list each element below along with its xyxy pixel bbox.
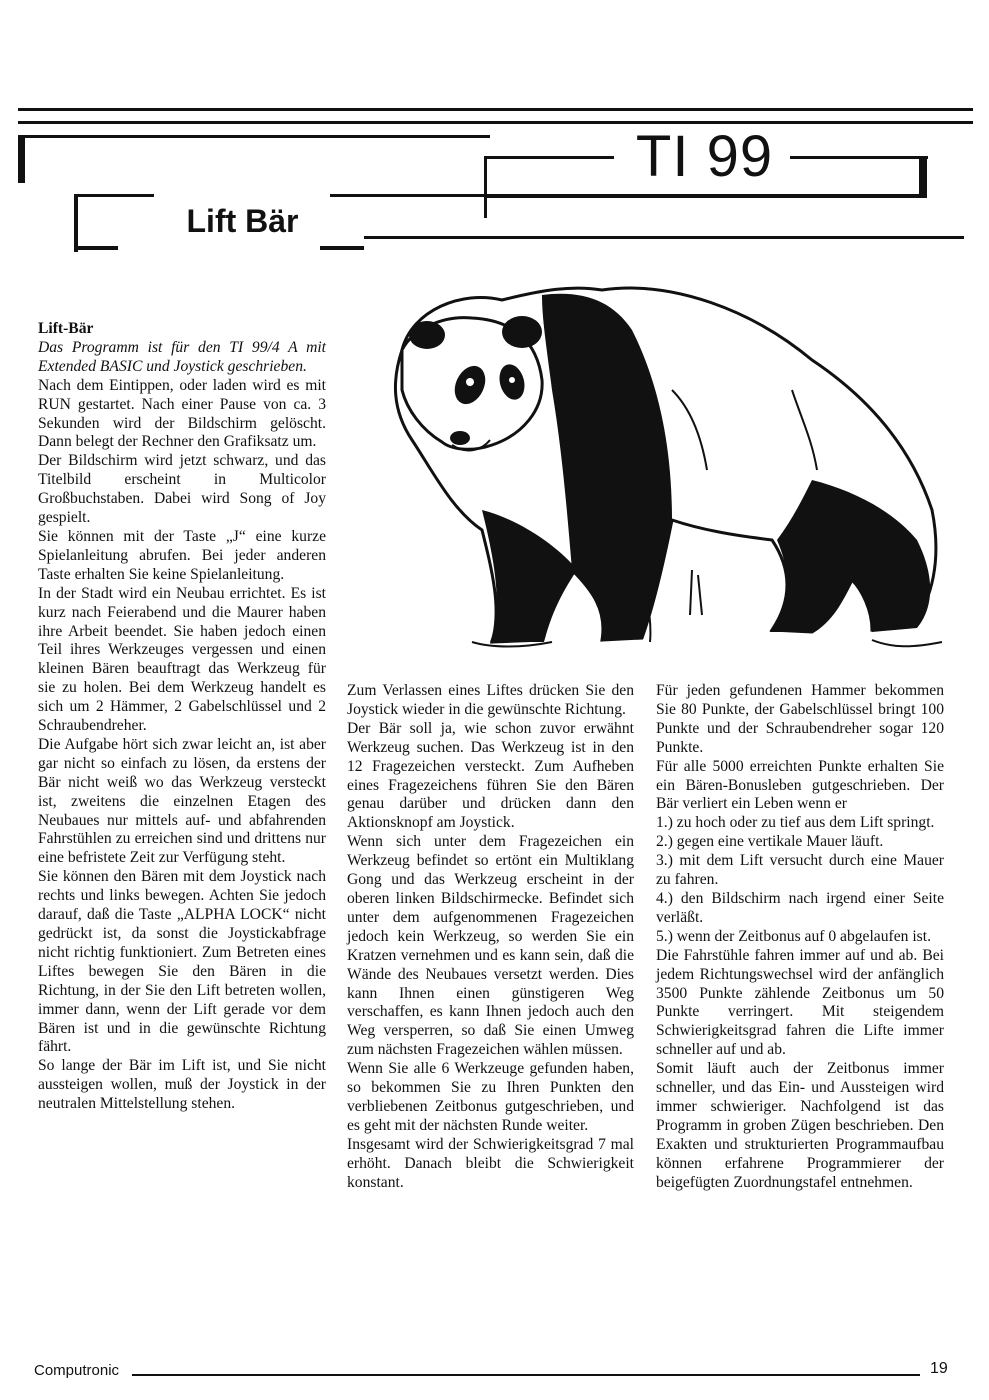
page-number: 19 <box>930 1360 948 1377</box>
paragraph: Somit läuft auch der Zeitbonus immer schneller, und das Ein- und Aussteigen wird immer schwieriger. Nachfolgend ist das Programm in groben Zügen beschrieben. Den Exakten und strukturierten Programmaufbau können erfahrene Programmierer der beigefügten Zuordnungstafel entnehmen. <box>656 1060 944 1191</box>
paragraph: Zum Verlassen eines Liftes drücken Sie den Joystick wieder in die gewünschte Richtung. <box>347 682 634 718</box>
paragraph: Wenn Sie alle 6 Werkzeuge gefunden haben, so bekommen Sie zu Ihren Punkten den verbliebenen Zeitbonus gutgeschrieben, und es geht mit der nächsten Runde weiter. <box>347 1060 634 1134</box>
title-box-top-left <box>74 194 154 197</box>
column-2 <box>347 682 634 1192</box>
paragraph: Insgesamt wird der Schwierigkeitsgrad 7 mal erhöht. Danach bleibt die Schwierigkeit konstant. <box>347 1135 634 1191</box>
top-rule-2 <box>18 121 973 124</box>
paragraph: Sie können mit der Taste „J“ eine kurze Spielanleitung abrufen. Bei jeder anderen Taste erhalten Sie keine Spielanleitung. <box>38 527 326 583</box>
list-item: 2.) gegen eine vertikale Mauer läuft. <box>656 833 884 851</box>
ti-box-bottom <box>484 194 927 198</box>
panda-bear-illustration <box>372 270 962 670</box>
list-item: 3.) mit dem Lift versucht durch eine Mauer zu fahren. <box>656 852 944 889</box>
paragraph: Die Fahrstühle fahren immer auf und ab. Bei jedem Richtungswechsel wird der anfänglich 3500 Punkte zählende Zeitbonus um 50 Punkte verringert. Mit steigendem Schwierigkeitsgrad fahren die Lifte immer schneller auf und ab. <box>656 946 944 1059</box>
system-label: TI 99 <box>635 124 774 189</box>
title-box-top-right <box>330 194 488 197</box>
article-intro: Das Programm ist für den TI 99/4 A mit Extended BASIC und Joystick geschrieben. <box>38 338 326 375</box>
title-box-bottom-right-seg <box>320 246 364 250</box>
paragraph: So lange der Bär im Lift ist, und Sie nicht aussteigen wollen, muß der Joystick in der neutralen Mittelstellung stehen. <box>38 1057 326 1113</box>
paragraph: Die Aufgabe hört sich zwar leicht an, ist aber gar nicht so einfach zu lösen, da erstens der Bär nicht weiß wo das Werkzeug versteckt ist, zweitens die einzelnen Etagen des Neubaues nur mittels auf- und abfahrenden Fahrstühlen zu erreichen sind und drittens nur eine befristete Zeit zur Verfügung steht. <box>38 735 326 867</box>
ti-box-top-right <box>790 156 928 159</box>
list-item: 1.) zu hoch oder zu tief aus dem Lift springt. <box>656 814 935 832</box>
paragraph: Für jeden gefundenen Hammer bekommen Sie 80 Punkte, der Gabelschlüssel bringt 100 Punkte und der Schraubendreher sogar 120 Punkte. <box>656 682 944 756</box>
paragraph: Nach dem Eintippen, oder laden wird es mit RUN gestartet. Nach einer Pause von ca. 3 Sekunden wird der Bildschirm gelöscht. Dann belegt der Rechner den Grafiksatz um. <box>38 376 326 451</box>
paragraph: Wenn sich unter dem Fragezeichen ein Werkzeug befindet so ertönt ein Multiklang Gong und das Werkzeug erscheint in der oberen linken Bildschirmecke. Befindet sich unter dem aufgenommenen Fragezeichen jedoch kein Werkzeug, so werden Sie ein Kratzen vernehmen und es kann sein, daß die Wände des Neubaues versetzt werden. Dies kann Ihnen einen günstigeren Weg verschaffen, es kann Ihnen jedoch auch den Weg versperren, so daß Sie einen Umweg zum nächsten Fragezeichen wählen müssen. <box>347 833 634 1059</box>
left-bracket-top <box>18 135 490 138</box>
left-bracket <box>18 135 25 183</box>
article-title: Lift Bär <box>186 203 299 239</box>
article-heading: Lift-Bär <box>38 320 94 337</box>
ti-box-top-left <box>484 156 614 159</box>
paragraph: Der Bildschirm wird jetzt schwarz, und das Titelbild erscheint in Multicolor Großbuchstaben. Dabei wird Song of Joy gespielt. <box>38 452 326 527</box>
title-box-bottom-left <box>74 246 118 250</box>
paragraph: Für alle 5000 erreichten Punkte erhalten Sie ein Bären-Bonusleben gutgeschrieben. Der Bär verliert ein Leben wenn er <box>656 757 944 813</box>
top-rule-1 <box>18 108 973 111</box>
ti-box-left <box>484 156 487 218</box>
ti-box-right-shadow <box>919 156 927 198</box>
list-item: 4.) den Bildschirm nach irgend einer Seite verläßt. <box>656 889 944 926</box>
paragraph: Sie können den Bären mit dem Joystick nach rechts und links bewegen. Achten Sie jedoch darauf, daß die Taste „ALPHA LOCK“ nicht gedrückt ist, da sonst die Joystickabfrage nicht richtig funktioniert. Zum Betreten eines Liftes bewegen Sie den Bären in die Richtung, in der Sie den Lift betreten wollen, immer dann, wenn der Lift gerade vor dem Bären ist und in die gewünschte Richtung fährt. <box>38 868 326 1056</box>
column-1 <box>38 320 326 1114</box>
list-item: 5.) wenn der Zeitbonus auf 0 abgelaufen ist. <box>656 927 931 945</box>
column-3 <box>656 682 944 1192</box>
title-rule-right <box>364 236 964 239</box>
publisher-name: Computronic <box>34 1362 120 1379</box>
title-box-left <box>74 194 78 252</box>
paragraph: Der Bär soll ja, wie schon zuvor erwähnt Werkzeug suchen. Das Werkzeug ist in den 12 Fragezeichen versteckt. Zum Aufheben eines Fragezeichens führen Sie den Bären genau darüber und drücken dann den Aktionsknopf am Joystick. <box>347 719 634 832</box>
footer-rule <box>132 1374 920 1376</box>
paragraph: In der Stadt wird ein Neubau errichtet. Es ist kurz nach Feierabend und die Maurer haben ihre Arbeit beendet. Sie haben jedoch einen Teil ihres Werkzeuges vergessen und einen kleinen Bären beauftragt das Werkzeug für sie zu holen. Bei dem Werkzeug handelt es sich um 2 Hämmer, 2 Gabelschlüssel und 2 Schraubendreher. <box>38 584 326 735</box>
